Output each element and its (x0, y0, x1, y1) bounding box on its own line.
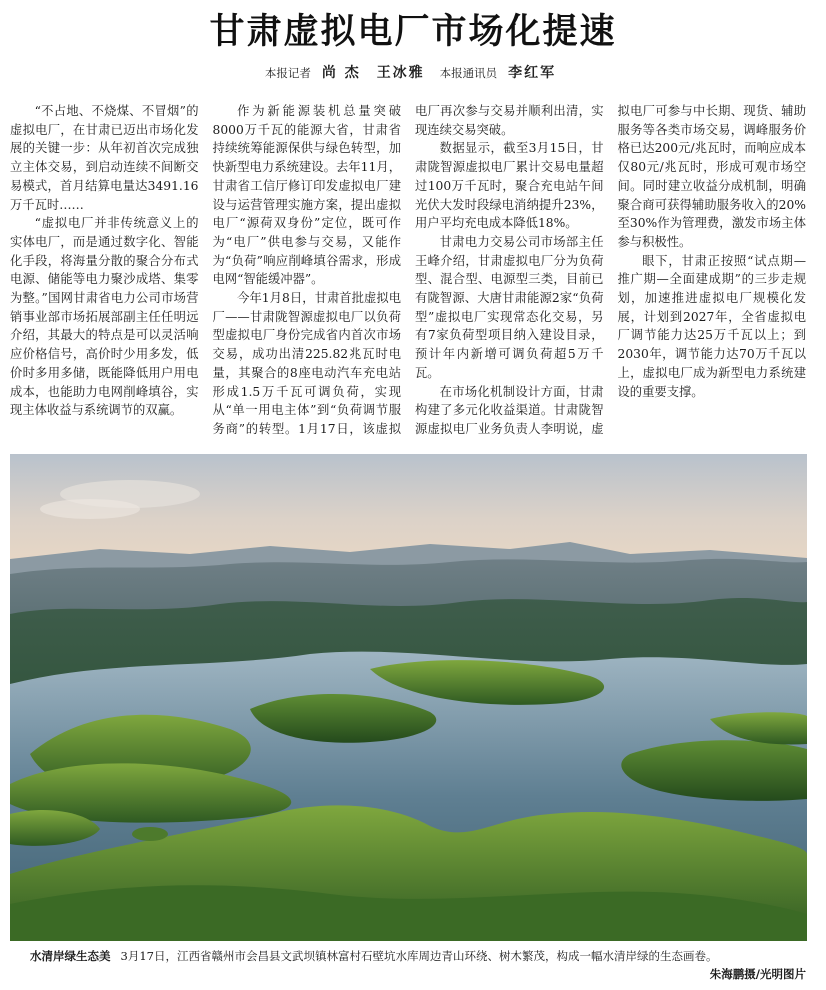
byline (0, 62, 826, 82)
byline-role-reporter: 本报记者 (264, 66, 311, 80)
caption-title: 水清岸绿生态美 (30, 949, 111, 963)
article-paragraph: 作为新能源装机总量突破8000万千瓦的能源大省，甘肃省持续统筹能源保供与绿色转型，加快新型电力系统建设。去年11月，甘肃省工信厅修订印发虚拟电厂建设与运营管理实施方案，提出虚拟电厂“源荷双身份”定位，既可作为“电厂”供电参与交易，又能作为“负荷”响应削峰填谷需求，形成电网“智能缓冲器”。 (212, 104, 401, 287)
byline-author-1: 尚 杰 (321, 65, 361, 81)
photo-caption (30, 948, 810, 964)
small-islet (132, 827, 168, 841)
byline-role-correspondent: 本报通讯员 (439, 66, 498, 80)
article-body (10, 102, 806, 444)
byline-author-2: 王冰雅 (376, 65, 425, 81)
headline: 甘肃虚拟电厂市场化提速 (209, 12, 617, 52)
article-paragraph: 今年1月8日，甘肃首批虚拟电厂——甘肃陇智源虚拟电厂以负荷型虚拟电厂身份完成省内首次市场交易，成功出清225.82兆瓦时电量，其聚合的8座电动汽车充电站形成1.5万千瓦可调负荷，实现从“单一用电主体”到“负荷调节服务商”的转型。1月17日，该虚拟电厂再次参与交易并顺利出清，实现连续交易突破。 (212, 104, 604, 436)
byline-author-3: 李红军 (508, 65, 557, 81)
article-paragraph: 在市场化机制设计方面，甘肃构建了多元化收益渠道。甘肃陇智源虚拟电厂业务负责人李明说，虚拟电厂可参与中长期、现货、辅助服务等各类市场交易，调峰服务价格已达200元/兆瓦时，而响应成本仅80元/兆瓦时，形成可观市场空间。同时建立收益分成机制，明确聚合商可获得辅助服务收入的20%至30%作为管理费，激发市场主体参与积极性。 (415, 104, 806, 436)
photo-credit: 朱海鹏摄/光明图片 (709, 967, 806, 981)
article-paragraph: 眼下，甘肃正按照“试点期—推广期—全面建成期”的三步走规划，加速推进虚拟电厂规模化发展，计划到2027年，全省虚拟电厂调节能力达25万千瓦以上；到2030年，调节能力达70万千瓦以上，虚拟电厂成为新型电力系统建设的重要支撑。 (617, 253, 806, 399)
article-paragraph: “虚拟电厂并非传统意义上的实体电厂，而是通过数字化、智能化手段，将海量分散的聚合分布式电源、储能等电力聚沙成塔、集零为整。”国网甘肃省电力公司市场营销事业部市场拓展部副主任任明远介绍，其最大的特点是可以灵活响应价格信号，高价时少用多发，低价时多用多储，既能降低用户用电成本，也能助力电网削峰填谷，实现主体收益与系统调节的双赢。 (10, 216, 199, 418)
article-paragraph: 甘肃电力交易公司市场部主任王峰介绍，甘肃虚拟电厂分为负荷型、混合型、电源型三类，目前已有陇智源、大唐甘肃能源2家“负荷型”虚拟电厂实现常态化交易，另有7家负荷型项目纳入建设目录，预计年内新增可调负荷超5万千瓦。 (415, 234, 604, 380)
article-paragraph: “不占地、不烧煤、不冒烟”的虚拟电厂，在甘肃已迈出市场化发展的关键一步：从年初首次完成独立主体交易，到启动连续不间断交易模式，首月结算电量达3491.16万千瓦时…… (10, 104, 199, 212)
reservoir-landscape-photo (10, 454, 807, 941)
cloud (40, 499, 140, 519)
caption-text: 3月17日，江西省赣州市会昌县文武坝镇林富村石壁坑水库周边青山环绕、树木繁茂，构成一幅水清岸绿的生态画卷。 (120, 949, 718, 963)
article-paragraph: 数据显示，截至3月15日，甘肃陇智源虚拟电厂累计交易电量超过100万千瓦时，聚合充电站午间光伏大发时段绿电消纳提升23%，用户平均充电成本降低18%。 (415, 141, 604, 231)
